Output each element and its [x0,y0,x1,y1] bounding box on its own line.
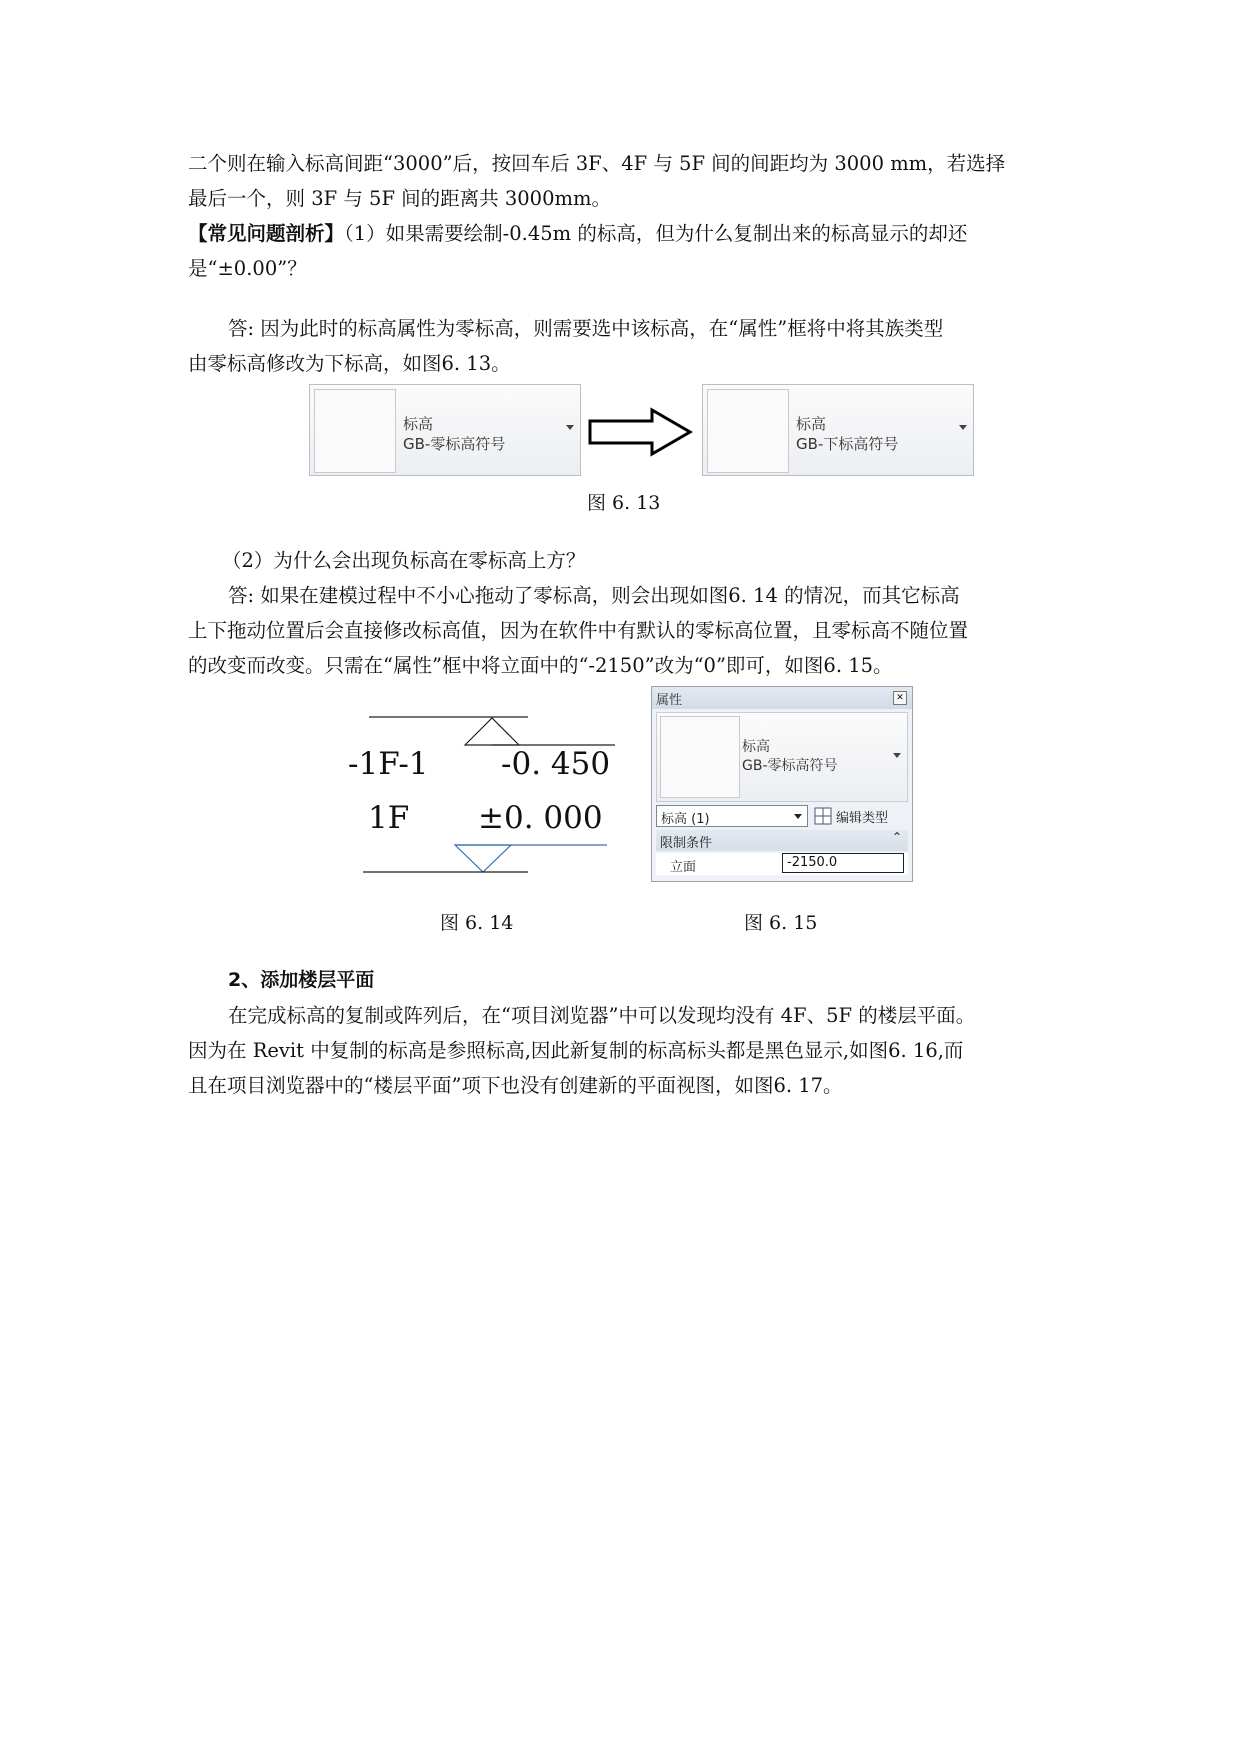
family-type-label: GB-零标高符号 [742,758,838,774]
property-row [656,853,908,875]
family-type-label: GB-零标高符号 [403,435,506,453]
paragraph-question-2 [188,543,1058,683]
instance-filter-value: 标高 (1) [661,812,710,827]
level-name-lower: 1F [368,800,410,836]
text-line: 上下拖动位置后会直接修改标高值，因为在软件中有默认的零标高位置，且零标高不随位置 [188,619,969,642]
level-name-upper: -1F-1 [348,746,429,782]
text-span: （1）如果需要绘制-0.45m 的标高，但为什么复制出来的标高显示的却还 [344,222,968,245]
property-name: 立面 [670,860,697,875]
close-icon[interactable]: ✕ [893,691,907,705]
paragraph-1 [188,146,1058,286]
properties-palette [651,686,913,882]
family-category-label: 标高 [742,739,770,755]
type-preview-thumbnail [660,716,740,798]
text-line [188,216,1058,251]
chevron-down-icon[interactable] [893,753,901,758]
text-line: 的改变而改变。只需在“属性”框中将立面中的“-2150”改为“0”即可，如图6. 15。 [188,654,893,677]
text-line: 答: 因为此时的标高属性为零标高，则需要选中该标高，在“属性”框将中将其族类型 [228,317,944,340]
section-label: 【常见问题剖析】 [188,222,345,245]
chevron-down-icon[interactable] [959,425,967,430]
family-category-label: 标高 [796,415,827,433]
level-elevation-lower: ±0. 000 [478,800,603,836]
figure-caption: 图 6. 14 [440,912,514,934]
palette-title: 属性 [656,693,683,708]
collapse-icon[interactable]: ⌃ [891,830,902,844]
figure-caption: 图 6. 13 [587,492,661,514]
chevron-down-icon[interactable] [566,425,574,430]
elevation-input[interactable] [782,853,904,873]
text-line: 是“±0.00”？ [188,257,307,280]
type-preview-thumbnail [707,389,789,473]
palette-titlebar [652,687,912,709]
instance-filter-dropdown[interactable] [656,805,808,827]
family-type-label: GB-下标高符号 [796,435,899,453]
elevation-value: -2150.0 [787,855,838,870]
level-elevation-upper: -0. 450 [501,746,611,782]
text-line: 且在项目浏览器中的“楼层平面”项下也没有创建新的平面视图，如图6. 17。 [188,1074,843,1097]
edit-type-icon [814,807,832,825]
type-selector[interactable] [656,712,908,802]
type-preview-thumbnail [314,389,396,473]
text-line: 答: 如果在建模过程中不小心拖动了零标高，则会出现如图6. 14 的情况，而其它标高 [228,584,960,607]
text-line: 最后一个，则 3F 与 5F 间的距离共 3000mm。 [188,187,611,210]
type-selector-before[interactable] [309,384,581,476]
right-arrow-icon [587,406,695,458]
text-line: 由零标高修改为下标高，如图6. 13。 [188,352,511,375]
chevron-down-icon[interactable] [794,814,802,819]
edit-type-label: 编辑类型 [836,811,889,826]
paragraph-answer-1 [188,311,1058,381]
section-2 [188,963,1058,1103]
level-drawing [345,710,625,890]
section-heading: 2、添加楼层平面 [228,969,375,991]
section-label: 限制条件 [660,836,713,851]
text-line: 因为在 Revit 中复制的标高是参照标高,因此新复制的标高标头都是黑色显示,如图6. 16,而 [188,1039,964,1062]
figure-caption: 图 6. 15 [744,912,818,934]
text-line: 二个则在输入标高间距“3000”后，按回车后 3F、4F 与 5F 间的间距均为 3000 mm，若选择 [188,152,1006,175]
family-category-label: 标高 [403,415,434,433]
text-line: （2）为什么会出现负标高在零标高上方？ [222,549,586,572]
text-line: 在完成标高的复制或阵列后，在“项目浏览器”中可以发现均没有 4F、5F 的楼层平面。 [228,1004,976,1027]
edit-type-button[interactable] [812,805,910,827]
type-selector-after[interactable] [702,384,974,476]
section-header-constraints[interactable] [656,830,908,851]
